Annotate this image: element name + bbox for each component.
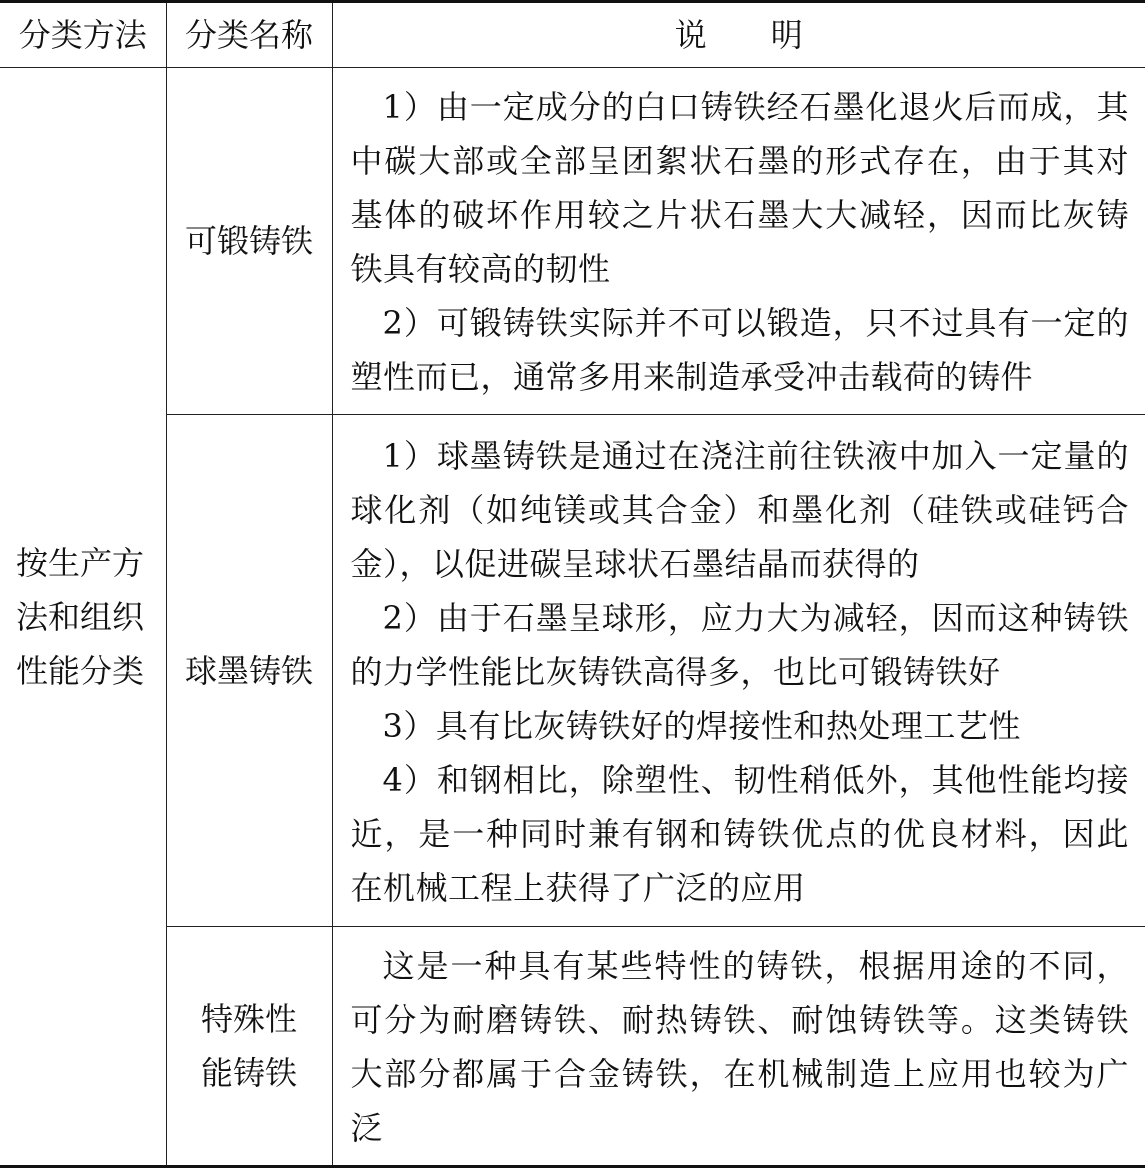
paragraph: 2）由于石墨呈球形，应力大为减轻，因而这种铸铁的力学性能比灰铸铁高得多，也比可锻铸铁好: [350, 598, 1129, 691]
description-cell-malleable: [332, 68, 1145, 415]
table-row: [0, 68, 1145, 415]
name-cell-ductile: 球墨铸铁: [166, 415, 332, 927]
paragraph: 这是一种具有某些特性的铸铁，根据用途的不同，可分为耐磨铸铁、耐热铸铁、耐蚀铸铁等。这类铸铁大部分都属于合金铸铁，在机械制造上应用也较为广泛: [350, 947, 1129, 1147]
header-description: [332, 2, 1145, 68]
paragraph: 3）具有比灰铸铁好的焊接性和热处理工艺性: [382, 706, 1021, 745]
header-description-left: 说: [674, 16, 707, 54]
name-line: 特殊性: [200, 1000, 297, 1038]
paragraph: 2）可锻铸铁实际并不可以锻造，只不过具有一定的塑性而已，通常多用来制造承受冲击载荷的铸件: [350, 304, 1129, 396]
header-method: 分类方法: [0, 2, 166, 68]
table-body: [0, 68, 1145, 1167]
method-cell: 按生产方法和组织性能分类: [0, 68, 166, 1167]
table-header: [0, 2, 1145, 68]
paragraph: 1）由一定成分的白口铸铁经石墨化退火后而成，其中碳大部或全部呈团絮状石墨的形式存在，由于其对基体的破坏作用较之片状石墨大大减轻，因而比灰铸铁具有较高的韧性: [350, 88, 1129, 288]
header-description-right: 明: [770, 16, 803, 54]
paragraph: 4）和钢相比，除塑性、韧性稍低外，其他性能均接近，是一种同时兼有钢和铸铁优点的优良材料，因此在机械工程上获得了广泛的应用: [350, 760, 1129, 907]
header-row: [0, 2, 1145, 68]
paragraph: 1）球墨铸铁是通过在浇注前往铁液中加入一定量的球化剂（如纯镁或其合金）和墨化剂（硅铁或硅钙合金），以促进碳呈球状石墨结晶而获得的: [350, 436, 1129, 583]
header-name: 分类名称: [166, 2, 332, 68]
description-cell-ductile: [332, 415, 1145, 927]
name-cell-malleable: 可锻铸铁: [166, 68, 332, 415]
name-line: 能铸铁: [200, 1054, 297, 1092]
table-row: [0, 415, 1145, 927]
